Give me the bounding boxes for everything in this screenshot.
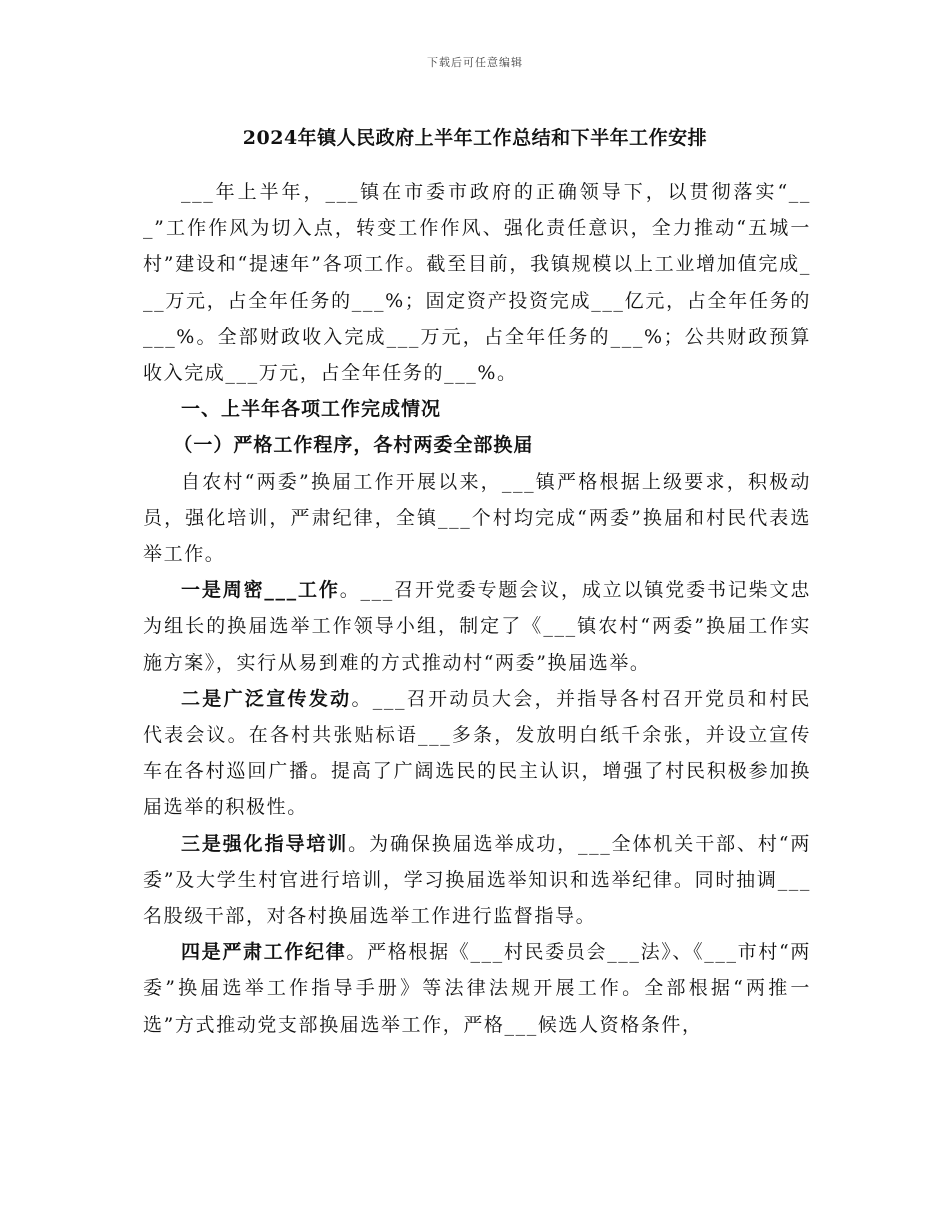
paragraph-text: 。___召开党委专题会议，成立以镇党委书记柴文忠为组长的换届选举工作领导小组，制定了《___镇农村“两委”换届工作实施方案》，实行从易到难的方式推动村“两委”换届选举。 [143, 579, 811, 674]
paragraph-text: 。为确保换届选举成功，___全体机关干部、村“两委”及大学生村官进行培训，学习换届选举知识和选举纪律。同时抽调___名股级干部，对各村换届选举工作进行监督指导。 [143, 832, 811, 928]
paragraph-election-overview [143, 464, 811, 573]
paragraph-point-1 [143, 572, 811, 681]
document-body [143, 174, 811, 1043]
paragraph-lead: 三是强化指导培训 [181, 832, 349, 855]
paragraph-lead: 一是周密___工作 [181, 579, 340, 602]
paragraph-text: 。___召开动员大会，并指导各村召开党员和村民代表会议。在各村共张贴标语___多条，发放明白纸千余张，并设立宣传车在各村巡回广播。提高了广阔选民的民主认识，增强了村民积极参加换届选举的积极性。 [143, 687, 811, 819]
paragraph-point-2 [143, 681, 811, 826]
paragraph-text: ___年上半年，___镇在市委市政府的正确领导下，以贯彻落实“___”工作作风为切入点，转变工作作风、强化责任意识，全力推动“五城一村”建设和“提速年”各项工作。截至目前，我镇规模以上工业增加值完成___万元，占全年任务的___%；固定资产投资完成___亿元，占全年任务的___%。全部财政收入完成___万元，占全年任务的___%；公共财政预算收入完成___万元，占全年任务的___%。 [143, 181, 811, 385]
section-heading: 一、上半年各项工作完成情况 [181, 398, 442, 421]
paragraph-intro [143, 174, 811, 391]
subsection-heading: （一）严格工作程序，各村两委全部换届 [173, 434, 534, 457]
paragraph-lead: 二是广泛宣传发动 [181, 687, 352, 710]
paragraph-point-3 [143, 826, 811, 935]
paragraph-text: 。严格根据《___村民委员会___法》、《___市村“两委”换届选举工作指导手册》等法律法规开展工作。全部根据“两推一选”方式推动党支部换届选举工作，严格___候选人资格条件， [143, 941, 811, 1036]
paragraph-text: 自农村“两委”换届工作开展以来，___镇严格根据上级要求，积极动员，强化培训，严肃纪律，全镇___个村均完成“两委”换届和村民代表选举工作。 [143, 470, 811, 566]
document-title: 2024年镇人民政府上半年工作总结和下半年工作安排 [242, 127, 708, 149]
paragraph-lead: 四是严肃工作纪律 [181, 941, 347, 964]
header-note: 下载后可任意编辑 [427, 56, 523, 69]
paragraph-point-4 [143, 934, 811, 1043]
